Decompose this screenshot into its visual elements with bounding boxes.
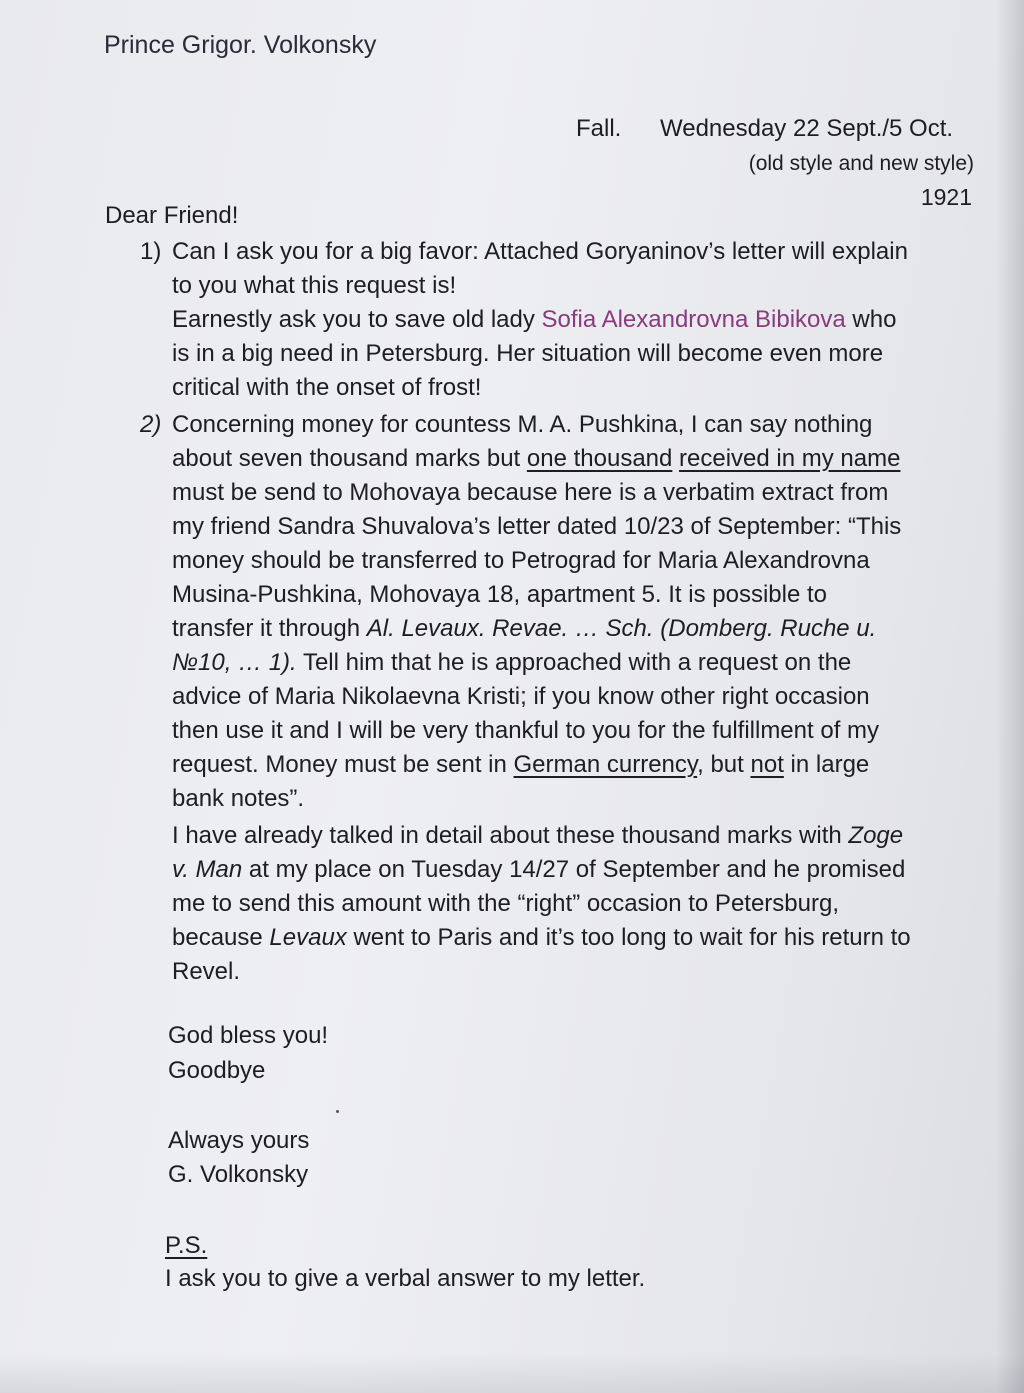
text-segment: Tell him that he is approached with a request on the	[296, 649, 852, 676]
ps-label: P.S.	[165, 1232, 208, 1259]
underlined-text: received in my name	[679, 445, 901, 472]
text-line	[172, 853, 972, 887]
text-line	[172, 303, 972, 337]
text-segment: transfer it through	[172, 615, 367, 642]
italic-text: №10, … 1).	[172, 649, 297, 676]
signature-name: G. Volkonsky	[168, 1161, 309, 1188]
sender-name: Prince Grigor. Volkonsky	[104, 31, 377, 59]
ps-text: I ask you to give a verbal answer to my letter.	[165, 1265, 646, 1292]
text-line: my friend Sandra Shuvalova’s letter dated 10/23 of September: “This	[172, 513, 902, 540]
closing-blessing: God bless you!	[168, 1022, 329, 1049]
text-line: is in a big need in Petersburg. Her situation will become even more	[172, 340, 884, 367]
text-segment: about seven thousand marks but	[172, 445, 527, 472]
text-line: must be send to Mohovaya because here is a verbatim extract from	[172, 479, 889, 506]
letter-date: Wednesday 22 Sept./5 Oct.	[660, 115, 954, 142]
text-line: critical with the onset of frost!	[172, 374, 482, 401]
calendar-style-note: (old style and new style)	[748, 152, 974, 175]
text-line	[172, 819, 972, 853]
text-line: money should be transferred to Petrograd for Maria Alexandrovna	[172, 547, 870, 574]
text-line: then use it and I will be very thankful to you for the fulfillment of my	[172, 717, 880, 744]
item-number-2: 2)	[140, 411, 162, 438]
underlined-text: not	[750, 751, 784, 778]
text-segment: because	[172, 924, 270, 951]
text-segment: in large	[783, 751, 870, 778]
item-number-1: 1)	[140, 238, 162, 265]
text-segment: who	[845, 306, 897, 333]
salutation: Dear Friend!	[105, 202, 239, 229]
text-line: bank notes”.	[172, 785, 305, 812]
date-line	[576, 112, 953, 146]
text-segment: , but	[697, 751, 751, 778]
text-segment: Earnestly ask you to save old lady	[172, 306, 542, 333]
text-line: me to send this amount with the “right” occasion to Petersburg,	[172, 890, 839, 917]
text-line: Revel.	[172, 958, 241, 985]
text-line	[172, 921, 972, 955]
italic-text: Zoge	[848, 822, 904, 849]
paper-speck	[336, 1110, 339, 1113]
closing-goodbye: Goodbye	[168, 1057, 266, 1084]
italic-text: Al. Levaux. Revae. … Sch. (Domberg. Ruche u.	[366, 615, 877, 642]
text-line: Can I ask you for a big favor: Attached Goryaninov’s letter will explain	[172, 238, 908, 265]
paragraph-item-2	[172, 408, 972, 816]
letter-year: 1921	[920, 184, 972, 210]
italic-text: v. Man	[172, 856, 243, 883]
text-line	[172, 612, 972, 646]
page-bottom-shadow	[0, 1353, 1024, 1393]
underlined-text: German currency	[513, 751, 698, 778]
text-segment: request. Money must be sent in	[172, 751, 514, 778]
page-edge-shadow	[996, 0, 1024, 1393]
highlighted-name: Sofia Alexandrovna Bibikova	[541, 306, 846, 333]
text-segment: went to Paris and it’s too long to wait for his return to	[346, 924, 911, 951]
text-line	[172, 442, 972, 476]
underlined-text: one thousand	[526, 445, 673, 472]
closing-always-yours: Always yours	[168, 1127, 310, 1154]
text-line	[172, 646, 972, 680]
text-segment: at my place on Tuesday 14/27 of September and he promised	[242, 856, 906, 883]
season-label: Fall.	[576, 115, 622, 142]
text-segment: I have already talked in detail about these thousand marks with	[172, 822, 849, 849]
paragraph-continuation	[172, 819, 972, 989]
text-line: Musina-Pushkina, Mohovaya 18, apartment 5. It is possible to	[172, 581, 828, 608]
italic-text: Levaux	[269, 924, 347, 951]
text-line	[172, 748, 972, 782]
text-line: Concerning money for countess M. A. Pushkina, I can say nothing	[172, 411, 873, 438]
text-line: advice of Maria Nikolaevna Kristi; if you know other right occasion	[172, 683, 870, 710]
paragraph-item-1	[172, 235, 972, 405]
text-line: to you what this request is!	[172, 272, 457, 299]
